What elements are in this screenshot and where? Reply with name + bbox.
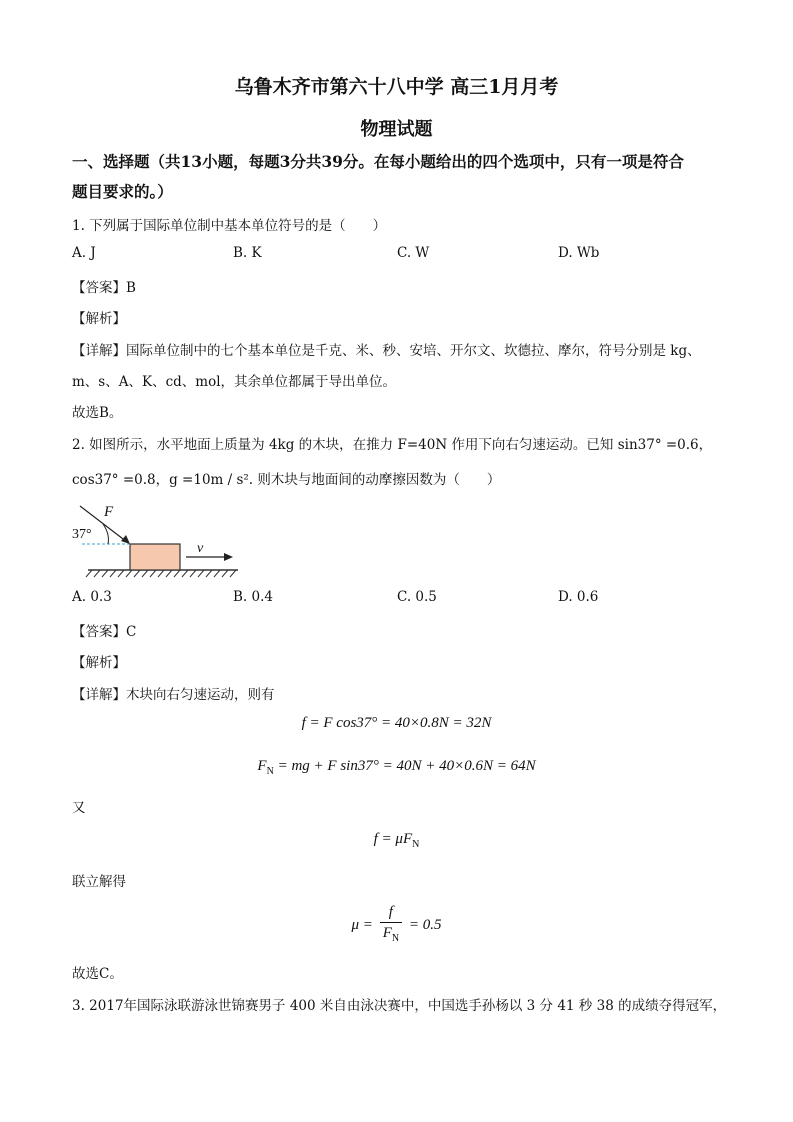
force-diagram (70, 500, 245, 580)
q1-detail-line1: 【详解】国际单位制中的七个基本单位是千克、米、秒、安培、开尔文、坎德拉、摩尔，符号分别是 kg、 (72, 343, 701, 359)
q2-option-b: B. 0.4 (233, 589, 273, 605)
q1-conclusion: 故选B。 (72, 405, 123, 421)
q2-conclusion: 故选C。 (72, 966, 123, 982)
equation-fraction (380, 902, 402, 949)
q3-stem-line1: 3. 2017年国际泳联游泳世锦赛男子 400 米自由泳决赛中，中国选手孙杨以 3 分 41 秒 38 的成绩夺得冠军， (72, 998, 727, 1014)
q1-option-c: C. W (397, 245, 430, 261)
q2-stem-line1: 2. 如图所示，水平地面上质量为 4kg 的木块，在推力 F=40N 作用下向右匀速运动。已知 sin37° =0.6， (72, 437, 713, 453)
equation-friction (0, 715, 793, 732)
equation-friction-text: f = F cos37° = 40×0.8N = 32N (301, 715, 492, 731)
equation-normal-force (0, 758, 793, 777)
q2-option-a: A. 0.3 (72, 589, 112, 605)
fraction-den-symbol: F (382, 925, 392, 941)
equation-normal-rhs: = mg + F sin37° = 40N + 40×0.6N = 64N (273, 758, 536, 774)
ground-hatching (86, 570, 236, 577)
q2-combine: 联立解得 (72, 874, 126, 890)
q1-option-b: B. K (233, 245, 262, 261)
velocity-arrowhead (224, 553, 233, 561)
q2-also: 又 (72, 800, 86, 816)
equation-normal-sub: N (266, 766, 274, 777)
force-arrowhead (121, 535, 130, 544)
q1-answer: 【答案】B (72, 280, 136, 296)
q2-analysis: 【解析】 (72, 655, 126, 671)
equation-mu-relation-sub: N (412, 839, 420, 850)
force-label: F (104, 504, 114, 520)
section-heading-line2: 题目要求的。） (72, 182, 173, 201)
q1-analysis: 【解析】 (72, 311, 126, 327)
page-title: 乌鲁木齐市第六十八中学 高三1月月考 (234, 76, 559, 98)
fraction-denominator (380, 923, 402, 949)
equation-mu-rhs: = 0.5 (405, 916, 442, 933)
equation-normal-lhs: F (257, 758, 267, 774)
equation-mu-symbol: μ = (351, 916, 377, 933)
q1-stem: 1. 下列属于国际单位制中基本单位符号的是（ ） (72, 218, 387, 234)
wood-block (130, 544, 180, 570)
page-subtitle: 物理试题 (360, 119, 433, 140)
equation-mu-relation-lhs: f = μF (373, 831, 413, 847)
equation-mu-relation (0, 831, 793, 850)
fraction-den-sub: N (391, 933, 400, 944)
q2-answer: 【答案】C (72, 624, 137, 640)
angle-label: 37° (72, 527, 92, 542)
equation-mu-result (0, 902, 793, 949)
q2-option-d: D. 0.6 (558, 589, 599, 605)
q1-option-d: D. Wb (558, 245, 600, 261)
section-heading-line1: 一、选择题（共13小题，每题3分共39分。在每小题给出的四个选项中，只有一项是符合 (72, 152, 684, 171)
velocity-label: v (197, 541, 204, 556)
q1-option-a: A. J (72, 245, 96, 261)
q2-detail: 【详解】木块向右匀速运动，则有 (72, 687, 275, 703)
q2-stem-line2: cos37° =0.8，g =10m / s². 则木块与地面间的动摩擦因数为（ ） (72, 472, 501, 488)
q1-detail-line2: m、s、A、K、cd、mol，其余单位都属于导出单位。 (72, 374, 397, 390)
fraction-numerator: f (380, 902, 402, 923)
q2-option-c: C. 0.5 (397, 589, 437, 605)
